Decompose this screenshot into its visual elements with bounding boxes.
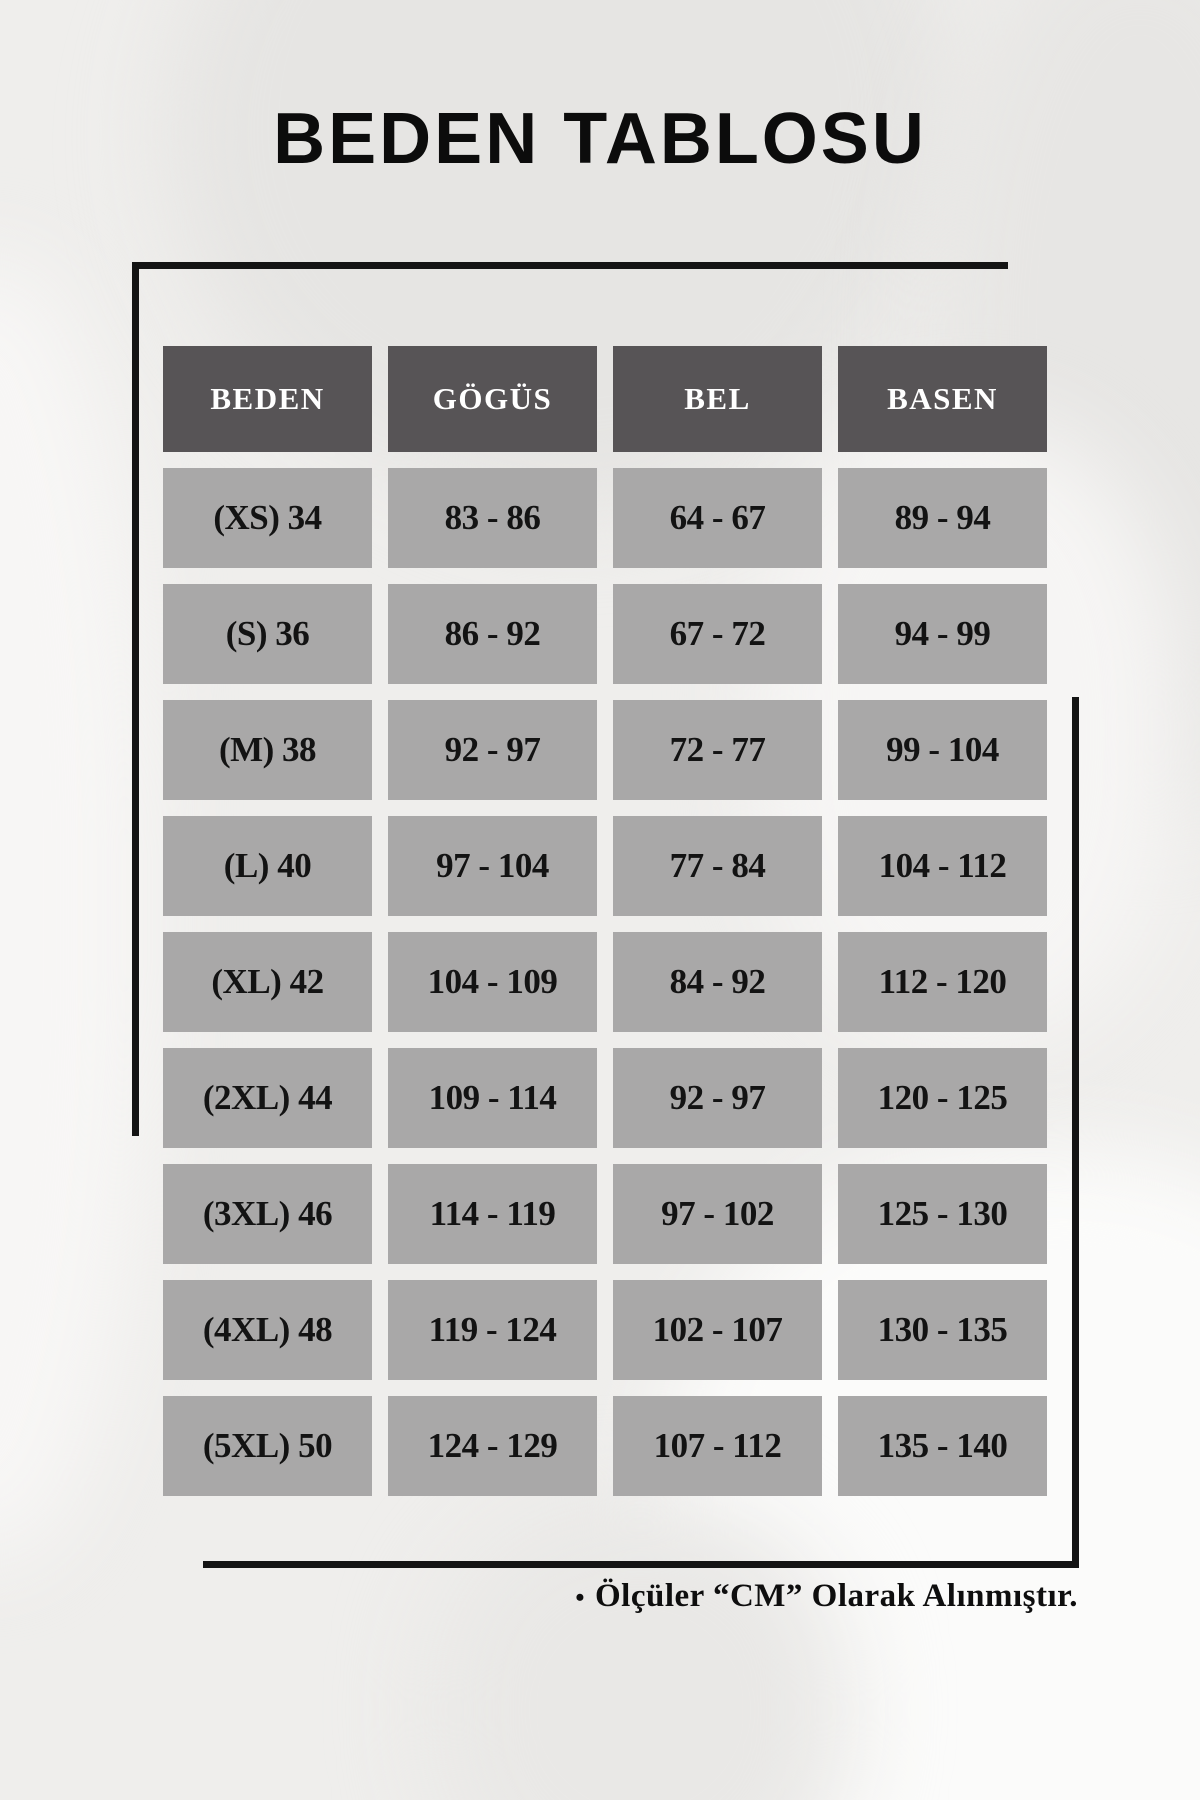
measurement-cell: 64 - 67: [613, 468, 822, 568]
size-label-cell: (XS) 34: [163, 468, 372, 568]
measurement-cell: 114 - 119: [388, 1164, 597, 1264]
measurement-cell: 97 - 102: [613, 1164, 822, 1264]
column-header-bel: BEL: [613, 346, 822, 452]
measurement-cell: 102 - 107: [613, 1280, 822, 1380]
measurement-cell: 92 - 97: [613, 1048, 822, 1148]
measurement-cell: 104 - 112: [838, 816, 1047, 916]
size-label-cell: (3XL) 46: [163, 1164, 372, 1264]
measurement-cell: 99 - 104: [838, 700, 1047, 800]
column-header-gögüs: GÖGÜS: [388, 346, 597, 452]
measurement-cell: 135 - 140: [838, 1396, 1047, 1496]
top-left-bracket-horizontal-line: [132, 262, 1008, 269]
bullet-icon: •: [575, 1583, 585, 1613]
size-label-cell: (S) 36: [163, 584, 372, 684]
measurement-cell: 124 - 129: [388, 1396, 597, 1496]
measurement-cell: 67 - 72: [613, 584, 822, 684]
measurement-cell: 120 - 125: [838, 1048, 1047, 1148]
measurement-cell: 125 - 130: [838, 1164, 1047, 1264]
size-table: [163, 346, 1047, 1496]
size-label-cell: (M) 38: [163, 700, 372, 800]
column-header-basen: BASEN: [838, 346, 1047, 452]
measurement-cell: 89 - 94: [838, 468, 1047, 568]
page-title: BEDEN TABLOSU: [273, 99, 927, 179]
measurement-cell: 92 - 97: [388, 700, 597, 800]
column-header-beden: BEDEN: [163, 346, 372, 452]
measurement-cell: 104 - 109: [388, 932, 597, 1032]
measurement-cell: 83 - 86: [388, 468, 597, 568]
measurement-cell: 97 - 104: [388, 816, 597, 916]
measurement-unit-note-text: Ölçüler “CM” Olarak Alınmıştır.: [595, 1578, 1078, 1614]
measurement-cell: 84 - 92: [613, 932, 822, 1032]
size-label-cell: (4XL) 48: [163, 1280, 372, 1380]
size-label-cell: (2XL) 44: [163, 1048, 372, 1148]
bottom-right-bracket-vertical-line: [1072, 697, 1079, 1568]
top-left-bracket-vertical-line: [132, 262, 139, 1136]
measurement-cell: 119 - 124: [388, 1280, 597, 1380]
measurement-cell: 130 - 135: [838, 1280, 1047, 1380]
measurement-cell: 109 - 114: [388, 1048, 597, 1148]
size-label-cell: (5XL) 50: [163, 1396, 372, 1496]
measurement-cell: 86 - 92: [388, 584, 597, 684]
measurement-cell: 77 - 84: [613, 816, 822, 916]
measurement-cell: 72 - 77: [613, 700, 822, 800]
size-label-cell: (XL) 42: [163, 932, 372, 1032]
measurement-unit-note: [575, 1578, 1078, 1615]
measurement-cell: 94 - 99: [838, 584, 1047, 684]
size-label-cell: (L) 40: [163, 816, 372, 916]
background-highlight-shape: [0, 260, 150, 1560]
measurement-cell: 107 - 112: [613, 1396, 822, 1496]
measurement-cell: 112 - 120: [838, 932, 1047, 1032]
bottom-right-bracket-horizontal-line: [203, 1561, 1079, 1568]
